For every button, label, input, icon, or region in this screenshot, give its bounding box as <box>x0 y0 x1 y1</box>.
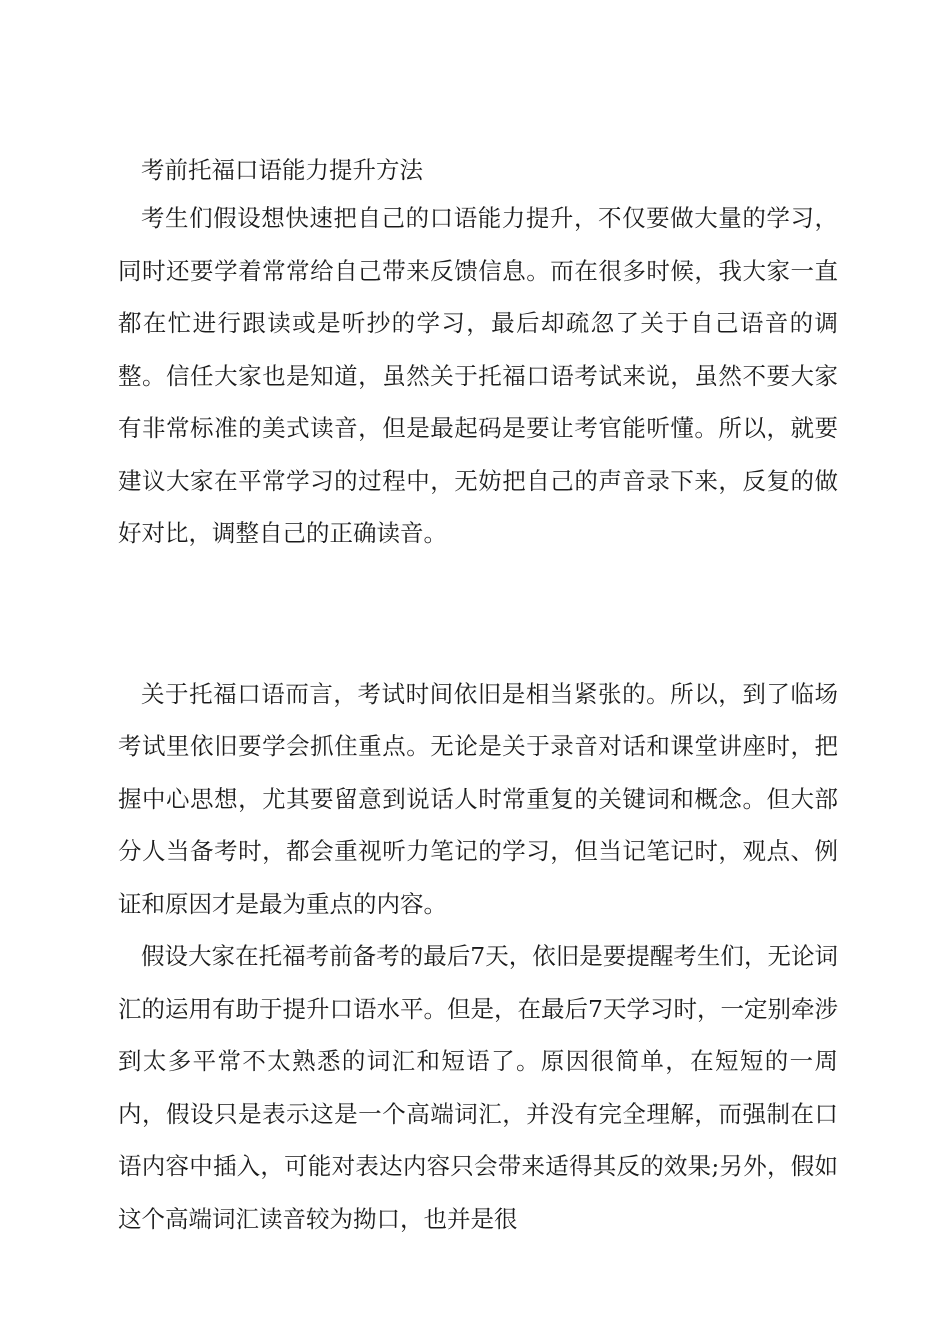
paragraph-3: 假设大家在托福考前备考的最后7天，依旧是要提醒考生们，无论词汇的运用有助于提升口语水平。但是，在最后7天学习时，一定别牵涉到太多平常不太熟悉的词汇和短语了。原因很简单，在短短的一周内，假设只是表示这是一个高端词汇，并没有完全理解，而强制在口语内容中插入，可能对表达内容只会带来适得其反的效果;另外，假如这个高端词汇读音较为拗口，也并是很 <box>118 942 838 1233</box>
document-title: 考前托福口语能力提升方法 <box>141 156 423 184</box>
paragraph-2: 关于托福口语而言，考试时间依旧是相当紧张的。所以，到了临场考试里依旧要学会抓住重点。无论是关于录音对话和课堂讲座时，把握中心思想，尤其要留意到说话人时常重复的关键词和概念。但大部分人当备考时，都会重视听力笔记的学习，但当记笔记时，观点、例证和原因才是最为重点的内容。 <box>118 679 838 918</box>
paragraph-1: 考生们假设想快速把自己的口语能力提升，不仅要做大量的学习，同时还要学着常常给自己带来反馈信息。而在很多时候，我大家一直都在忙进行跟读或是听抄的学习，最后却疏忽了关于自己语音的调整。信任大家也是知道，虽然关于托福口语考试来说，虽然不要大家有非常标准的美式读音，但是最起码是要让考官能听懂。所以，就要建议大家在平常学习的过程中，无妨把自己的声音录下来，反复的做好对比，调整自己的正确读音。 <box>118 204 838 547</box>
document-body <box>118 148 838 1245</box>
